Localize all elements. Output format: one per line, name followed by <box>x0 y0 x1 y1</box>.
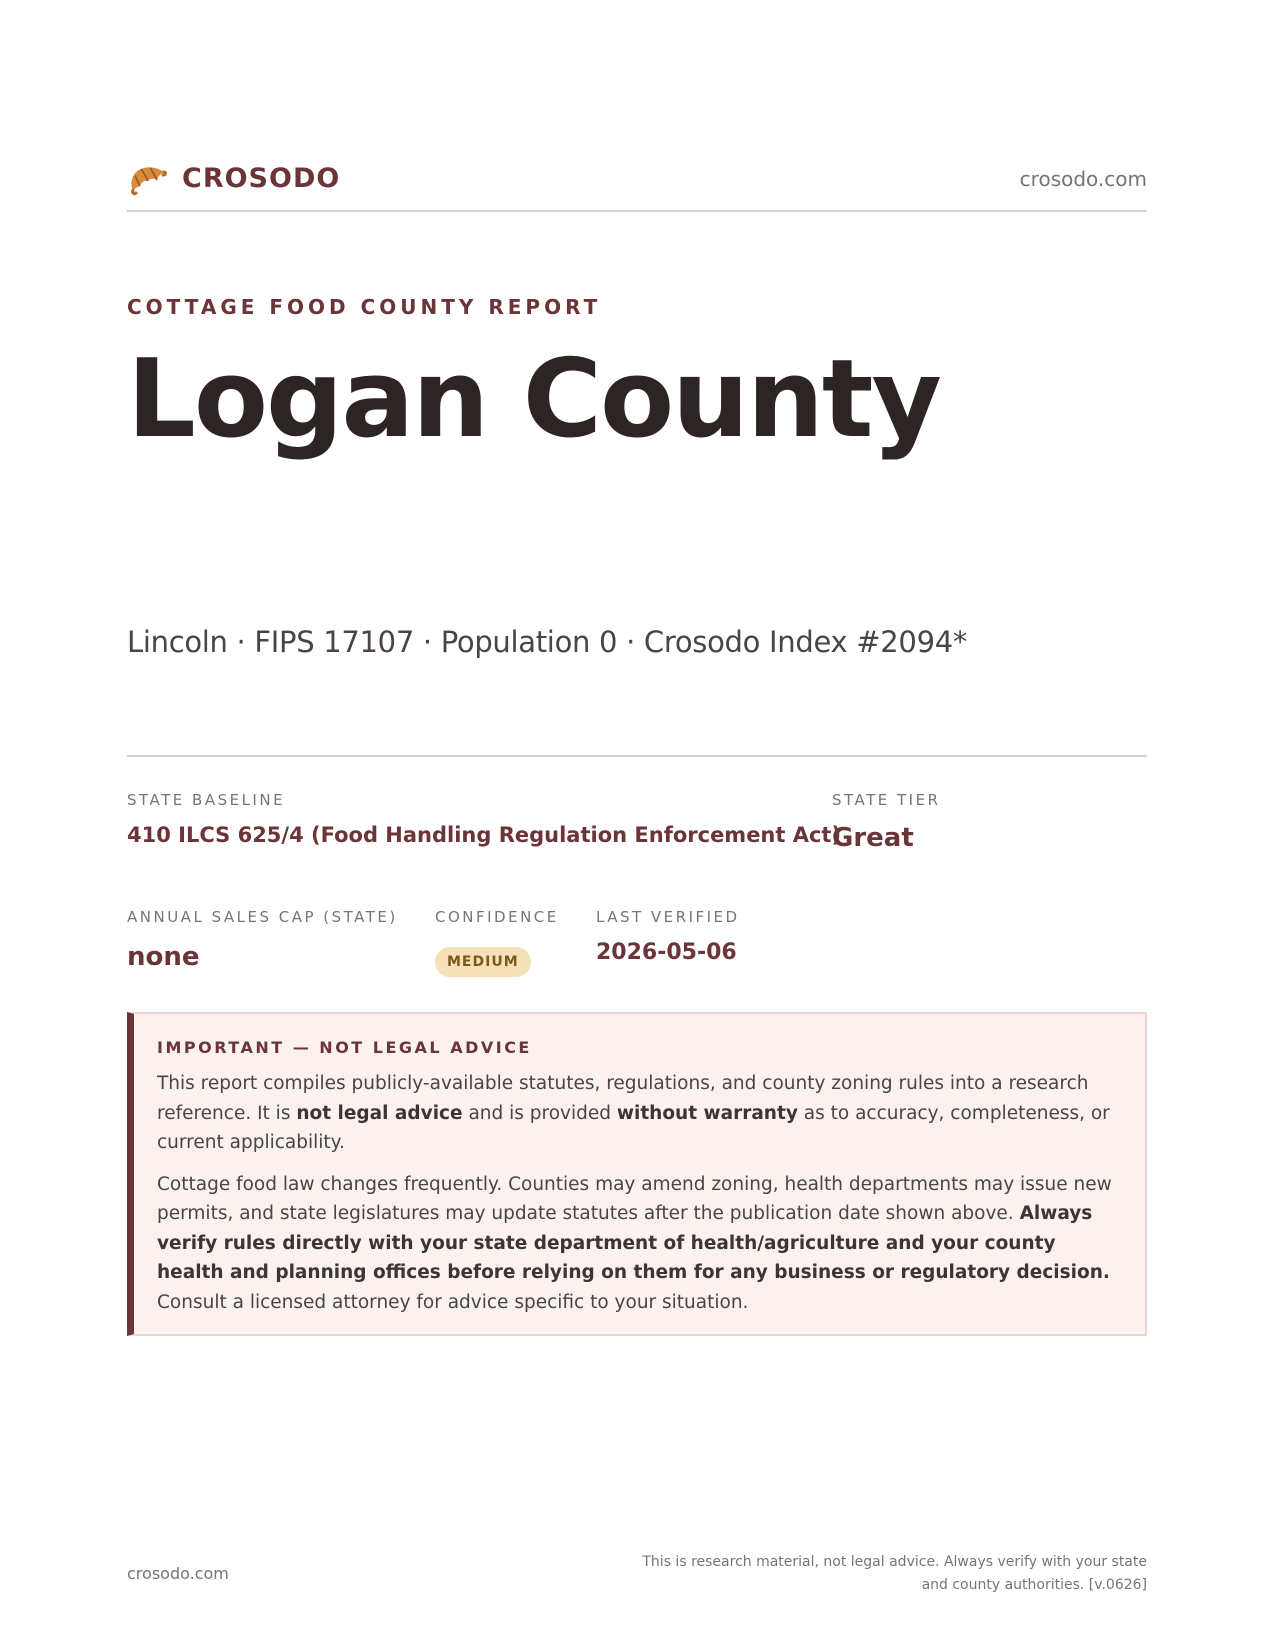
disclaimer-paragraph-2 <box>157 1170 1123 1318</box>
footer-disclaimer-line-1: This is research material, not legal advice. Always verify with your state <box>642 1554 1147 1570</box>
disclaimer-title: IMPORTANT — NOT LEGAL ADVICE <box>157 1038 532 1057</box>
disclaimer-text: as to accuracy, completeness, or current applicability. <box>157 1102 1110 1153</box>
footer-disclaimer <box>627 1551 1147 1597</box>
footer-disclaimer-line-2: and county authorities. [v.0626] <box>921 1577 1147 1593</box>
page-header <box>127 160 1147 212</box>
page-subtitle: Lincoln · FIPS 17107 · Population 0 · Crosodo Index #2094* <box>127 625 968 659</box>
state-tier-label: STATE TIER <box>832 791 941 809</box>
last-verified-value: 2026-05-06 <box>596 940 737 965</box>
disclaimer-paragraph-1 <box>157 1069 1123 1158</box>
sales-cap-value: none <box>127 942 200 972</box>
page-title: Logan County <box>127 337 940 462</box>
brand <box>127 160 340 198</box>
confidence-label: CONFIDENCE <box>435 908 559 926</box>
site-url-link[interactable]: crosodo.com <box>1019 167 1147 191</box>
state-baseline-value: 410 ILCS 625/4 (Food Handling Regulation Enforcement Act) <box>127 823 842 847</box>
disclaimer-text: Cottage food law changes frequently. Counties may amend zoning, health departments may issue new permits, and state legislatures may update statutes after the publication date shown above. <box>157 1173 1112 1224</box>
brand-name: CROSODO <box>182 163 341 194</box>
state-baseline-label: STATE BASELINE <box>127 791 286 809</box>
confidence-badge: MEDIUM <box>435 947 531 977</box>
last-verified-label: LAST VERIFIED <box>596 908 740 926</box>
disclaimer-emphasis: not legal advice <box>296 1102 463 1124</box>
legal-disclaimer-callout <box>127 1012 1147 1336</box>
section-divider <box>127 755 1147 757</box>
sales-cap-label: ANNUAL SALES CAP (STATE) <box>127 908 398 926</box>
disclaimer-text: and is provided <box>462 1102 617 1124</box>
disclaimer-emphasis: Always verify rules directly with your state department of health/agriculture and your county health and planning offices before relying on them for any business or regulatory decision. <box>157 1203 1110 1283</box>
report-page <box>127 0 1147 1650</box>
disclaimer-emphasis: without warranty <box>616 1102 798 1124</box>
report-eyebrow: COTTAGE FOOD COUNTY REPORT <box>127 295 602 319</box>
footer-site-url[interactable]: crosodo.com <box>127 1564 229 1583</box>
state-tier-value: Great <box>832 823 914 853</box>
croissant-icon <box>127 160 167 198</box>
disclaimer-text: Consult a licensed attorney for advice specific to your situation. <box>157 1291 749 1313</box>
disclaimer-text: This report compiles publicly-available statutes, regulations, and county zoning rules into a research reference. It is <box>157 1073 1089 1124</box>
